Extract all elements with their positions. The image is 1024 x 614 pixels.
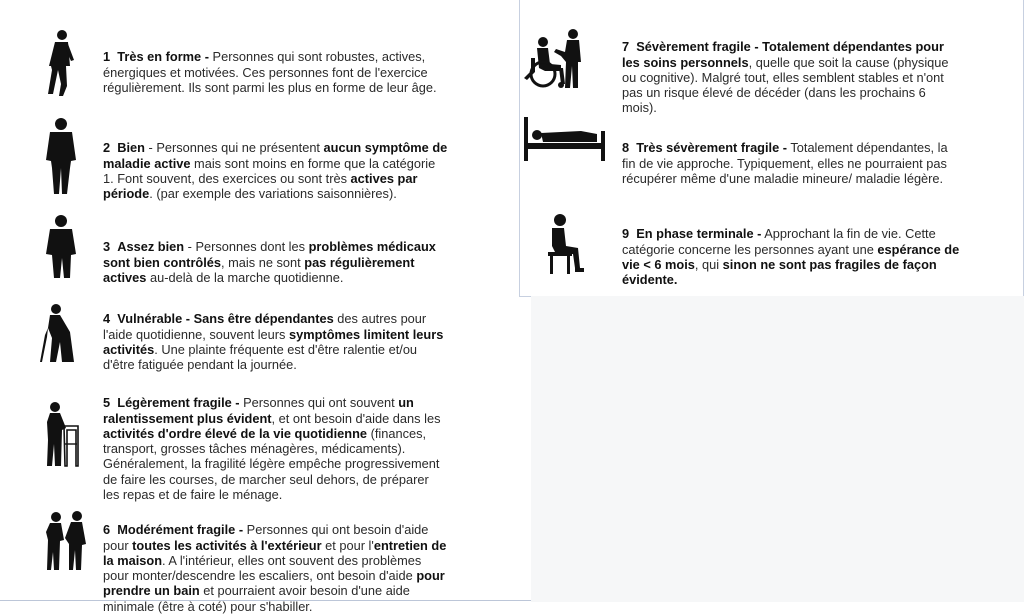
walking-person-icon: [40, 28, 80, 98]
item-text: 7 Sévèrement fragile - Totalement dépendantes pour les soins personnels, quelle que soit la cause (physique ou cognitive). Malgré tout, elles semblent stables et n'ont pas un risque élevé de décéder (dans les prochains 6 mois).: [622, 39, 949, 116]
item-title: Légèrement fragile -: [117, 395, 240, 411]
bedridden-person-icon: [521, 117, 607, 163]
item-title: En phase terminale -: [636, 226, 762, 242]
item-title: Bien: [117, 140, 145, 156]
seated-person-icon: [542, 212, 586, 276]
item-text: 8 Très sévèrement fragile - Totalement dépendantes, la fin de vie approche. Typiquement, elles ne pourraient pas récupérer même d'une maladie mineure/ maladie légère.: [622, 140, 948, 186]
item-title: Modérément fragile -: [117, 522, 244, 538]
item-text: 3 Assez bien - Personnes dont les problèmes médicaux sont bien contrôlés, mais ne sont pas régulièrement actives au-delà de la marche quotidienne.: [103, 239, 436, 285]
item-number: 8: [622, 140, 630, 156]
person-with-cane-icon: [36, 302, 80, 366]
standing-person-icon: [40, 116, 82, 196]
standing-stout-person-icon: [42, 214, 80, 280]
item-number: 4: [103, 311, 111, 327]
item-title: Sévèrement fragile - Totalement dépendantes pour les soins personnels: [622, 39, 944, 70]
item-text: 9 En phase terminale - Approchant la fin de vie. Cette catégorie concerne les personnes ayant une espérance de vie < 6 mois, qui sinon ne sont pas fragiles de façon évidente.: [622, 226, 960, 288]
assisted-walking-icon: [44, 510, 90, 572]
item-number: 5: [103, 395, 111, 411]
item-number: 3: [103, 239, 111, 255]
item-title: Assez bien: [117, 239, 185, 255]
item-number: 2: [103, 140, 111, 156]
blank-area: [531, 296, 1024, 602]
item-title: Très en forme -: [117, 49, 209, 65]
item-title: Très sévèrement fragile -: [636, 140, 788, 156]
item-title: Vulnérable -: [117, 311, 191, 327]
item-text: 1 Très en forme - Personnes qui sont robustes, actives, énergiques et motivées. Ces personnes font de l'exercice régulièrement. Ils sont parmi les plus en forme de leur âge.: [103, 49, 437, 95]
item-number: 6: [103, 522, 111, 538]
item-text: 6 Modérément fragile - Personnes qui ont besoin d'aide pour toutes les activités à l'extérieur et pour l'entretien de la maison. A l'intérieur, elles ont souvent des problèmes pour monter/descendre les escaliers, ont besoin d'aide pour prendre un bain et pourraient avoir besoin d'une aide minimale (être à coté) pour s'habiller.: [103, 522, 447, 614]
item-text: 5 Légèrement fragile - Personnes qui ont souvent un ralentissement plus évident, et ont besoin d'aide dans les activités d'ordre élevé de la vie quotidienne (finances, transport, grosses tâches ménagères, médicaments). Généralement, la fragilité légère empêche progressivement de faire les courses, de marcher seul dehors, de préparer les repas et de faire le ménage.: [103, 395, 441, 503]
item-text: 2 Bien - Personnes qui ne présentent aucun symptôme de maladie active mais sont moins en forme que la catégorie 1. Font souvent, des exercices ou sont très actives par période. (par exemple des variations saisonnières).: [103, 140, 448, 202]
item-number: 7: [622, 39, 630, 55]
wheelchair-icon: [521, 28, 591, 90]
item-number: 9: [622, 226, 630, 242]
item-text: 4 Vulnérable - Sans être dépendantes des autres pour l'aide quotidienne, souvent leurs symptômes limitent leurs activités. Une plainte fréquente est d'être ralentie et/ou d'être fatiguée pendant la journée.: [103, 311, 444, 373]
person-with-walker-icon: [44, 400, 80, 468]
item-number: 1: [103, 49, 111, 65]
